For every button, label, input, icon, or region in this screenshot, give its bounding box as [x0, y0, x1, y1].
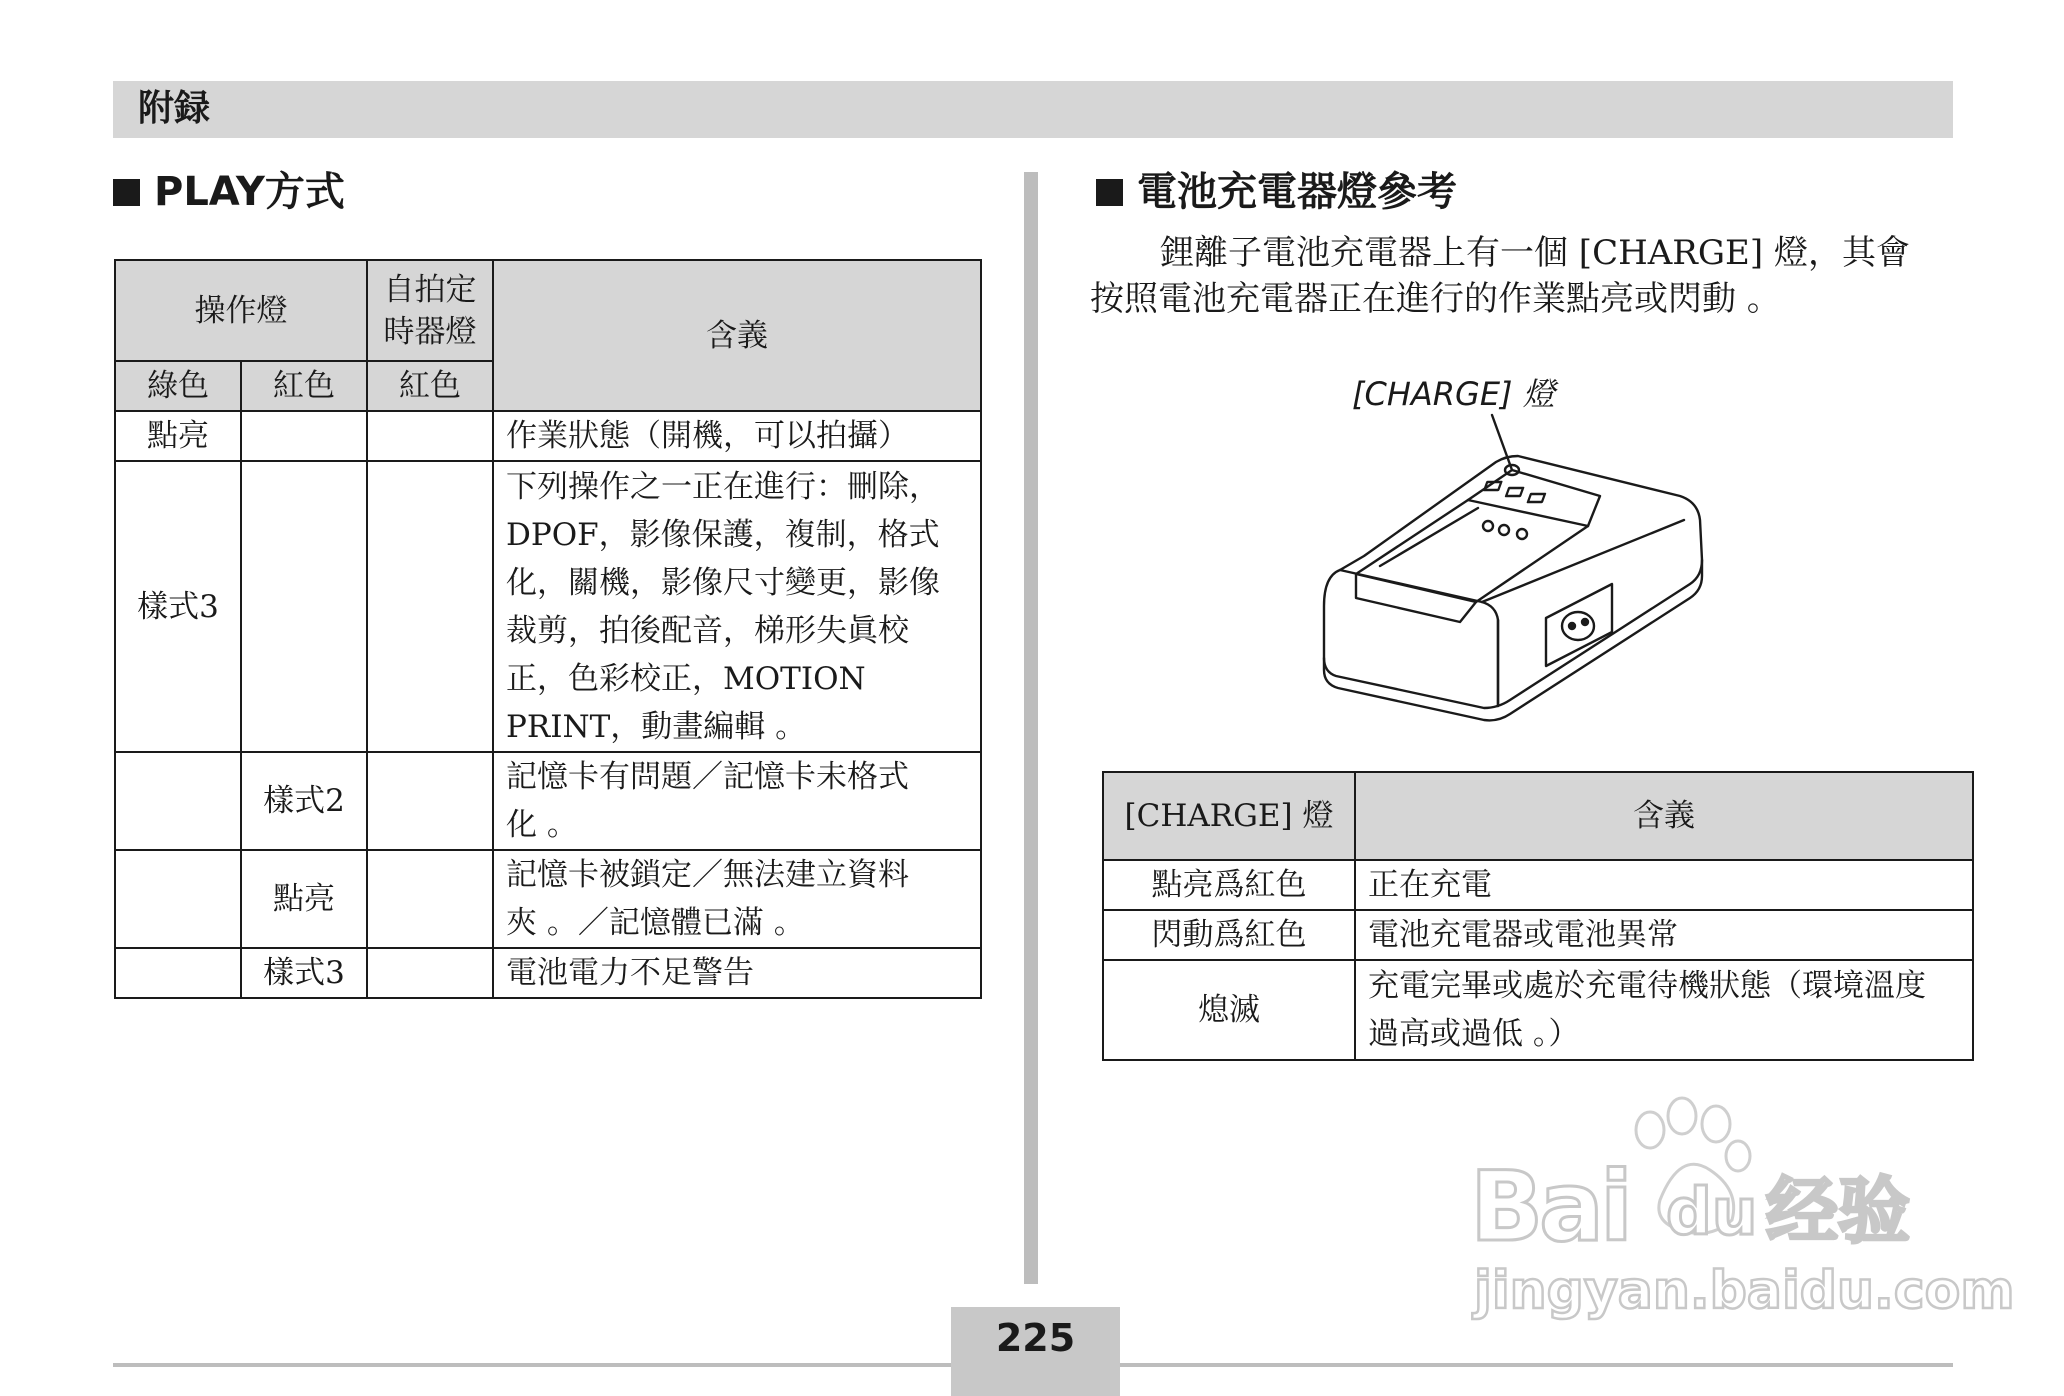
baidu-jingyan-watermark-logo	[1470, 1090, 2015, 1321]
table-row: 閃動爲紅色 電池充電器或電池異常	[1103, 910, 1973, 960]
charger-lamp-table	[1102, 771, 1974, 1061]
meaning-header: 含義	[493, 260, 981, 411]
table-row: 點亮 記憶卡被鎖定／無法建立資料 夾 。／記憶體已滿 。	[115, 850, 981, 948]
green-header: 綠色	[115, 361, 241, 411]
charge-meaning-header: 含義	[1355, 772, 1973, 860]
intro-paragraph: 鋰離子電池充電器上有一個 [CHARGE] 燈，其會 按照電池充電器正在進行的作業點亮或閃動 。	[1090, 233, 1910, 319]
table-row: 樣式3 電池電力不足警告	[115, 948, 981, 998]
svg-text:du: du	[1666, 1176, 1758, 1250]
svg-text:jingyan.baidu.com: jingyan.baidu.com	[1474, 1261, 2015, 1321]
table-row: 點亮爲紅色 正在充電	[1103, 860, 1973, 910]
charge-lamp-callout: [CHARGE] 燈	[1352, 375, 1555, 413]
column-divider	[1024, 172, 1038, 1284]
header-bar	[113, 81, 1953, 138]
square-bullet-icon	[113, 179, 140, 206]
table-row: 樣式2 記憶卡有問題／記憶卡未格式 化 。	[115, 752, 981, 850]
play-mode-table	[114, 259, 982, 999]
svg-text:经验: 经验	[1766, 1169, 1911, 1253]
charger-lamp-heading	[1096, 167, 1457, 217]
charge-lamp-header: [CHARGE] 燈	[1103, 772, 1355, 860]
play-mode-heading	[113, 167, 345, 217]
self-timer-lamp-header: 自拍定 時器燈	[367, 260, 493, 361]
page-number: 225	[995, 1316, 1076, 1360]
svg-text:Bai: Bai	[1470, 1151, 1629, 1263]
table-row: 樣式3 下列操作之一正在進行：刪除， DPOF，影像保護，複制，格式 化，關機，影像尺寸變更，影像 裁剪，拍後配音，梯形失眞校 正，色彩校正，MOTION PRINT，動畫編輯 。	[115, 461, 981, 752]
battery-charger-illustration	[1300, 370, 1740, 730]
timer-red-header: 紅色	[367, 361, 493, 411]
table-row: 點亮 作業狀態（開機，可以拍攝）	[115, 411, 981, 461]
play-mode-title: PLAY方式	[154, 169, 345, 215]
square-bullet-icon	[1096, 179, 1123, 206]
red-header: 紅色	[241, 361, 367, 411]
table-row: 熄滅 充電完畢或處於充電待機狀態（環境溫度 過高或過低 。）	[1103, 960, 1973, 1060]
op-lamp-header: 操作燈	[115, 260, 367, 361]
charger-lamp-title: 電池充電器燈參考	[1137, 169, 1457, 215]
page-section-title: 附録	[138, 88, 211, 129]
